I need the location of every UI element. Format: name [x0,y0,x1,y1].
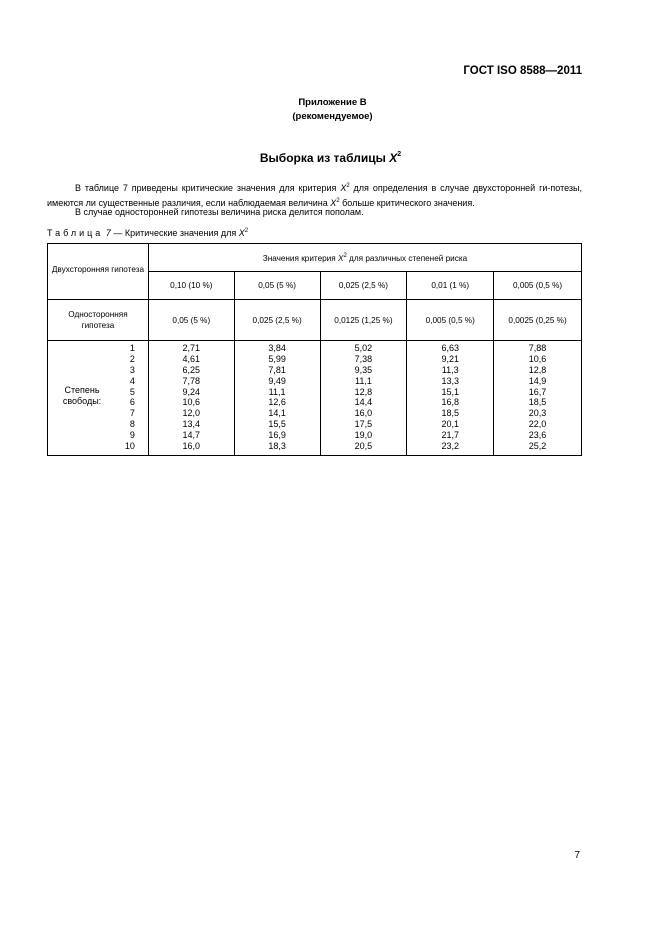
df-value: 8 [129,419,135,430]
critical-value: 9,49 [268,375,286,386]
values-column-1 [148,341,234,456]
critical-value: 14,7 [182,430,201,441]
two-sided-label: Двухсторонняя гипотеза [48,244,149,300]
critical-value: 19,0 [354,430,373,441]
two-sided-level: 0,05 (5 %) [234,272,320,300]
critical-value: 9,24 [182,386,201,397]
table-header-row [48,244,582,272]
critical-value: 13,3 [441,375,459,386]
p1-part-b: для определения в случае двухсторонней ги-потезы, имеются ли существенные различия, если наблюдаемая величина [47,183,583,208]
one-sided-level: 0,05 (5 %) [148,300,234,341]
df-value: 5 [129,386,135,397]
values-column-5 [494,341,582,456]
one-sided-level: 0,025 (2,5 %) [234,300,320,341]
degrees-of-freedom-label [48,385,116,407]
caption-number: 7 [105,228,111,238]
appendix-heading [0,96,661,124]
critical-value: 11,1 [354,375,372,386]
critical-value: 2,71 [182,343,201,353]
critical-value: 13,4 [182,419,201,430]
critical-value: 6,63 [441,343,459,353]
one-sided-level: 0,005 (0,5 %) [407,300,494,341]
p1-part-a: В таблице 7 приведены критические значения для критерия [75,183,341,193]
df-value: 4 [129,375,135,386]
critical-value: 23,6 [528,430,547,441]
critical-value: 15,1 [441,386,459,397]
one-sided-levels-row [48,300,582,341]
critical-value: 6,25 [182,364,201,375]
critical-value: 17,5 [354,419,373,430]
main-header-a: Значения критерия [262,253,338,263]
two-sided-level: 0,025 (2,5 %) [320,272,407,300]
two-sided-level: 0,005 (0,5 %) [494,272,582,300]
df-label-line-1: Степень [64,385,100,395]
critical-value: 5,02 [354,343,373,353]
critical-value: 10,6 [528,353,547,364]
p1-symbol-1: X [340,183,347,193]
critical-value: 7,78 [182,375,201,386]
df-value: 1 [129,343,135,353]
main-header-b: для различных степеней риска [346,253,468,263]
critical-value: 16,8 [441,397,459,408]
critical-value: 14,9 [528,375,547,386]
critical-value: 16,0 [354,408,373,419]
p1-symbol-2: X [330,198,337,208]
df-value: 2 [129,353,135,364]
one-sided-level: 0,0125 (1,25 %) [320,300,407,341]
critical-value: 16,7 [528,386,547,397]
p1-exponent-2: 2 [336,198,340,204]
critical-value: 10,6 [182,397,201,408]
caption-word: Таблица [47,228,104,238]
critical-value: 5,99 [268,353,286,364]
values-column-2 [234,341,320,456]
critical-value: 15,5 [268,419,286,430]
table-caption [47,228,248,238]
critical-values-table [47,243,582,456]
critical-value: 7,88 [528,343,547,353]
critical-value: 14,4 [354,397,373,408]
appendix-subtitle: (рекомендуемое) [292,111,373,122]
critical-value: 18,5 [528,397,547,408]
section-title-exponent: 2 [397,151,402,158]
critical-value: 9,35 [354,364,373,375]
values-column-4 [407,341,494,456]
data-row [48,341,582,456]
caption-text: — Критические значения для [110,228,239,238]
main-header-exponent: 2 [343,252,347,259]
critical-value: 25,2 [528,441,547,452]
df-label-line-2: свободы: [62,396,102,406]
one-sided-label: Односторонняя гипотеза [48,300,149,341]
table-main-header [148,244,581,272]
degrees-of-freedom-cell [48,341,149,456]
df-value: 9 [129,430,135,441]
paragraph-2 [47,206,582,219]
critical-value: 23,2 [441,441,459,452]
critical-value: 20,3 [528,408,547,419]
p2-text: В случае односторонней гипотезы величина риска делится пополам. [75,207,364,217]
critical-value: 7,81 [268,364,286,375]
critical-value: 20,5 [354,441,373,452]
critical-value: 12,0 [182,408,201,419]
critical-value: 16,0 [182,441,201,452]
critical-value: 22,0 [528,419,547,430]
critical-value: 12,8 [354,386,373,397]
section-title [0,151,661,165]
critical-value: 4,61 [182,353,201,364]
critical-value: 21,7 [441,430,459,441]
critical-value: 16,9 [268,430,286,441]
section-title-symbol: X [389,151,398,165]
df-values [125,343,135,452]
critical-value: 20,1 [441,419,459,430]
df-value: 7 [129,408,135,419]
critical-value: 7,38 [354,353,373,364]
values-column-3 [320,341,407,456]
p1-part-c: больше критического значения. [339,198,475,208]
critical-value: 14,1 [268,408,286,419]
critical-value: 9,21 [441,353,459,364]
one-sided-level: 0,0025 (0,25 %) [494,300,582,341]
page-number: 7 [574,850,580,861]
critical-value: 12,8 [528,364,547,375]
main-header-symbol: X [337,253,344,263]
two-sided-level: 0,10 (10 %) [148,272,234,300]
section-title-text: Выборка из таблицы [259,151,390,165]
caption-symbol: X [238,228,245,238]
critical-value: 18,3 [268,441,286,452]
two-sided-level: 0,01 (1 %) [407,272,494,300]
df-value: 10 [124,441,135,452]
p1-exponent-1: 2 [346,183,350,189]
appendix-title: Приложение В [298,97,367,108]
caption-exponent: 2 [244,228,249,234]
df-value: 6 [129,397,135,408]
critical-value: 3,84 [268,343,286,353]
df-value: 3 [129,364,135,375]
standard-code: ГОСТ ISO 8588—2011 [463,65,582,77]
critical-value: 12,6 [268,397,286,408]
critical-value: 11,1 [268,386,286,397]
critical-value: 18,5 [441,408,459,419]
critical-value: 11,3 [441,364,459,375]
